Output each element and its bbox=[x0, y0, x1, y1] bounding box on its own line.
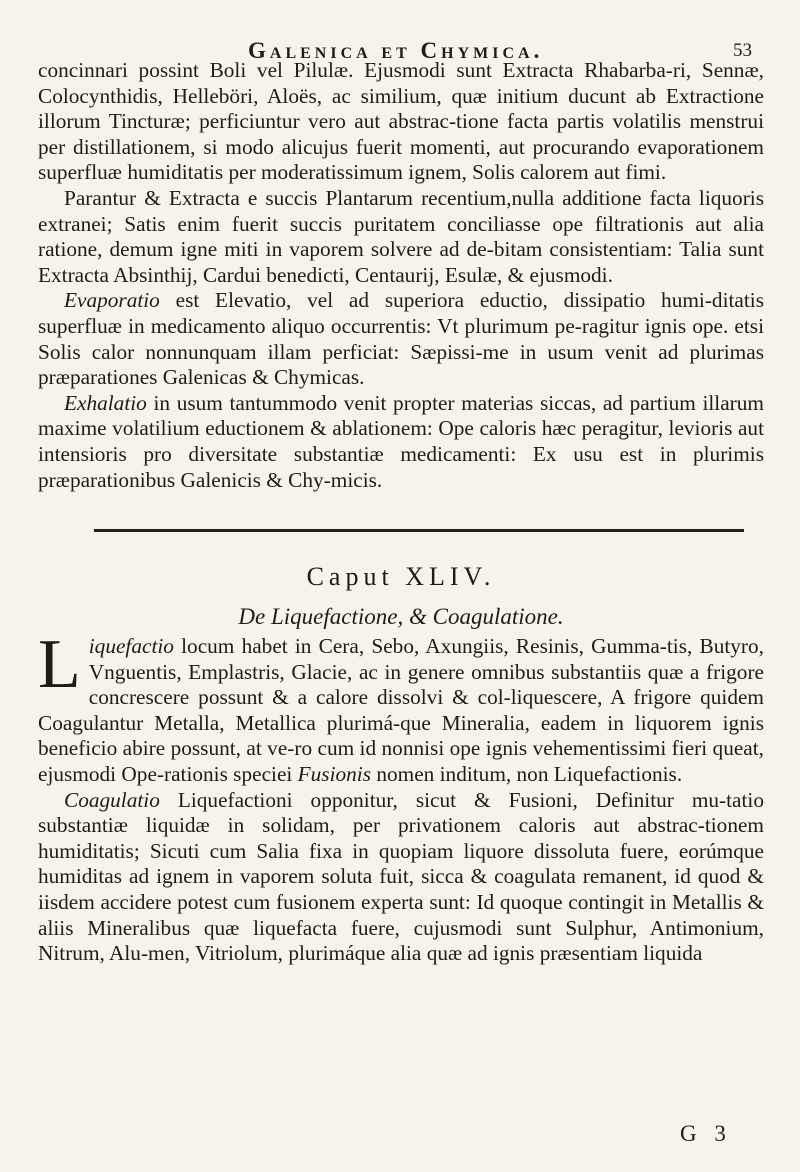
text-evaporatio: est Elevatio, vel ad superiora eductio, dissipatio humi-ditatis superfluæ in medicamento aliquo occurrentis: Vt plurimum pe-ragitur ignis ope. etsi Solis calor nonnunquam illam perficiat: Sæpissi-me in usum venit ad plurimas præparationes Galenicas & Chymicas. bbox=[38, 288, 764, 390]
chapter-heading: Caput XLIV. bbox=[306, 562, 496, 592]
running-title: Galenica et Chymica. bbox=[248, 38, 544, 63]
paragraph-coagulatio bbox=[38, 788, 764, 967]
section-rule bbox=[94, 529, 744, 532]
running-head bbox=[38, 28, 764, 63]
signature-mark: G 3 bbox=[680, 1121, 732, 1146]
term-exhalatio: Exhalatio bbox=[64, 390, 147, 415]
term-coagulatio: Coagulatio bbox=[64, 787, 160, 812]
paragraph-exhalatio bbox=[38, 391, 764, 493]
page-number: 53 bbox=[733, 40, 752, 61]
section-liquefactio bbox=[38, 626, 764, 967]
text-fusionis: nomen inditum, non Liquefactionis. bbox=[371, 762, 683, 787]
term-evaporatio: Evaporatio bbox=[64, 288, 160, 313]
paragraph-extracta-intro: concinnari possint Boli vel Pilulæ. Ejusmodi sunt Extracta Rhabarba-ri, Sennæ, Colocynthidis, Helleböri, Aloës, ac similium, quæ initium ducunt ab Extractione illorum Tincturæ; perficiuntur vero aut abstrac-tione facta partis volatilis menstrui per distillationem, si modo alicujus fuerit momenti, aut procurando evaporationem superfluæ humiditatis per moderatissimum ignem, Solis calorem aut fimi. bbox=[38, 58, 764, 185]
term-fusionis: Fusionis bbox=[297, 762, 372, 787]
text-coagulatio: Liquefactioni opponitur, sicut & Fusioni, Definitur mu-tatio substantiæ liquidæ in solidam, per privationem caloris aut abstrac-tionem humiditatis; Sicuti cum Salia fixa in quopiam liquore dissoluta fuere, eorúmque humiditas ad ignem in vaporem soluta fuit, sicca & coagulata remanent, id quod & iisdem accidere potest cum fusionem experta sunt: Id quoque contingit in Metallis & aliis Mineralibus quæ liquefacta fuere, cujusmodi sunt Sulphur, Antimonium, Nitrum, Alu-men, Vitriolum, plurimáque alia quæ ad ignis præsentiam liquida bbox=[38, 787, 764, 966]
paragraph-evaporatio bbox=[38, 288, 764, 390]
text-liquefactio: locum habet in Cera, Sebo, Axungiis, Resinis, Gumma-tis, Butyro, Vnguentis, Emplastris, Glacie, ac in genere omnibus substantiis quæ a frigore concrescere possunt & a calore dissolvi & col-liquescere, A frigore quidem Coagulantur Metalla, Metallica plurimá-que Mineralia, eadem in liquorem ignis beneficio abire possunt, at ve-ro cum id nonnisi ope ignis vehementissimi fieri queat, ejusmodi Ope-rationis speciei bbox=[38, 634, 764, 787]
paragraph-liquefactio bbox=[38, 626, 764, 788]
chapter-subtitle: De Liquefactione, & Coagulatione. bbox=[238, 604, 564, 630]
paragraph-extracta-succis: Parantur & Extracta e succis Plantarum recentium,nulla additione facta liquoris extranei; Satis enim fuerit succis puritatem conciliasse ope filtrationis aut alia ratione, demum igne miti in vaporem solvere ad de-bitam consistentiam: Talia sunt Extracta Absinthij, Cardui benedicti, Centaurij, Esulæ, & ejusmodi. bbox=[38, 185, 764, 287]
term-liquefactio: iquefactio bbox=[88, 634, 174, 659]
text-exhalatio: in usum tantummodo venit propter materias siccas, ad partium illarum maxime volatilium eductionem & ablationem: Ope caloris hæc peragitur, levioris aut intensioris pro diversitate substantiæ medicamenti: Ex usu est in plurimis præparationibus Galenicis & Chy-micis. bbox=[38, 390, 764, 492]
drop-capital: L bbox=[38, 626, 81, 704]
section-extracta bbox=[38, 58, 764, 493]
